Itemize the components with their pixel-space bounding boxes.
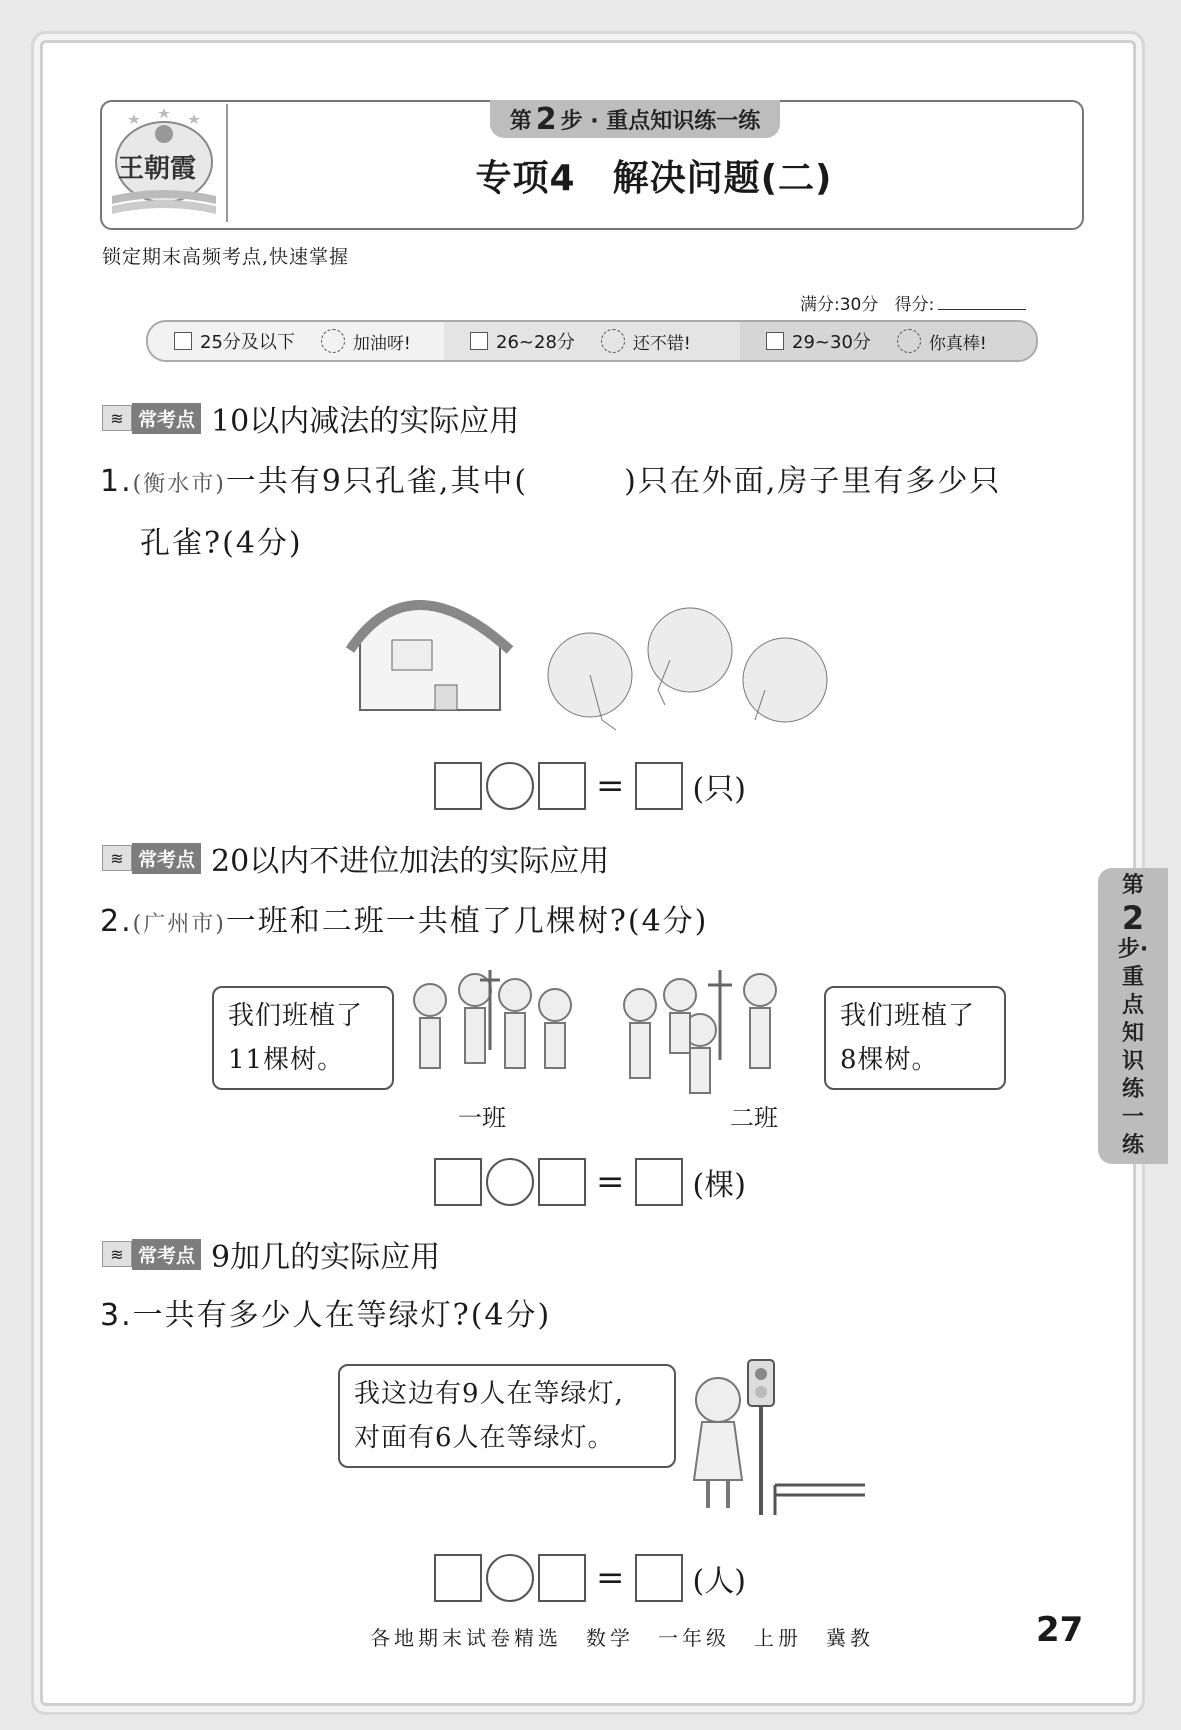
equation-2: = (棵) bbox=[434, 1158, 746, 1206]
answer-box[interactable] bbox=[434, 762, 482, 810]
speech-bubble: 我这边有9人在等绿灯, 对面有6人在等绿灯。 bbox=[338, 1364, 676, 1468]
score-bar bbox=[146, 320, 1038, 362]
score-band: 29~30分 你真棒! bbox=[740, 322, 1036, 360]
operator-circle[interactable] bbox=[486, 1158, 534, 1206]
kp-heading: ≋ 常考点 9加几的实际应用 bbox=[102, 1232, 440, 1276]
score-band: 25分及以下 加油呀! bbox=[148, 322, 444, 360]
answer-box[interactable] bbox=[635, 1158, 683, 1206]
equation-1: = (只) bbox=[434, 762, 746, 810]
face-icon bbox=[321, 329, 345, 353]
answer-box[interactable] bbox=[434, 1158, 482, 1206]
subtitle: 锁定期末高频考点,快速掌握 bbox=[102, 246, 350, 268]
question-1-line2: 孔雀?(4分) bbox=[140, 526, 303, 561]
operator-circle[interactable] bbox=[486, 1554, 534, 1602]
equation-3: = (人) bbox=[434, 1554, 746, 1602]
logo bbox=[104, 104, 228, 222]
answer-box[interactable] bbox=[635, 762, 683, 810]
wave-icon: ≋ bbox=[102, 1241, 132, 1267]
question-2: 2.(广州市)一班和二班一共植了几棵树?(4分) bbox=[100, 904, 709, 939]
score-line: 满分:30分 得分: bbox=[800, 290, 1026, 315]
question-3: 3.一共有多少人在等绿灯?(4分) bbox=[100, 1298, 552, 1333]
step-tab: 第 2 步 · 重点知识练一练 bbox=[490, 100, 780, 138]
kp-heading: ≋ 常考点 20以内不进位加法的实际应用 bbox=[102, 836, 609, 880]
checkbox[interactable] bbox=[766, 332, 784, 350]
face-icon bbox=[601, 329, 625, 353]
answer-box[interactable] bbox=[434, 1554, 482, 1602]
class-label-2: 二班 bbox=[730, 1104, 778, 1132]
speech-bubble-right: 我们班植了 8棵树。 bbox=[824, 986, 1006, 1090]
girl-traffic-light-illustration bbox=[680, 1350, 880, 1520]
answer-box[interactable] bbox=[635, 1554, 683, 1602]
side-tab: 第 2 步· 重 点 知 识 练 一 练 bbox=[1098, 868, 1168, 1164]
question-1: 1.(衡水市)一共有9只孔雀,其中( )只在外面,房子里有多少只 bbox=[100, 464, 1002, 499]
kp-heading: ≋ 常考点 10以内减法的实际应用 bbox=[102, 396, 519, 440]
operator-circle[interactable] bbox=[486, 762, 534, 810]
score-band: 26~28分 还不错! bbox=[444, 322, 740, 360]
face-icon bbox=[897, 329, 921, 353]
wave-icon: ≋ bbox=[102, 405, 132, 431]
checkbox[interactable] bbox=[470, 332, 488, 350]
answer-box[interactable] bbox=[538, 762, 586, 810]
score-blank[interactable] bbox=[938, 309, 1026, 310]
checkbox[interactable] bbox=[174, 332, 192, 350]
wave-icon: ≋ bbox=[102, 845, 132, 871]
answer-box[interactable] bbox=[538, 1158, 586, 1206]
footer: 各地期末试卷精选 数学 一年级 上册 冀教 bbox=[370, 1626, 874, 1650]
class-label-1: 一班 bbox=[458, 1104, 506, 1132]
section-title: 专项4 解决问题(二) bbox=[475, 158, 833, 199]
logo-text: 王朝霞 bbox=[118, 154, 197, 184]
speech-bubble-left: 我们班植了 11棵树。 bbox=[212, 986, 394, 1090]
page-number: 27 bbox=[1036, 1610, 1084, 1650]
children-planting-illustration bbox=[400, 960, 820, 1110]
house-peacock-illustration bbox=[340, 580, 840, 740]
answer-box[interactable] bbox=[538, 1554, 586, 1602]
